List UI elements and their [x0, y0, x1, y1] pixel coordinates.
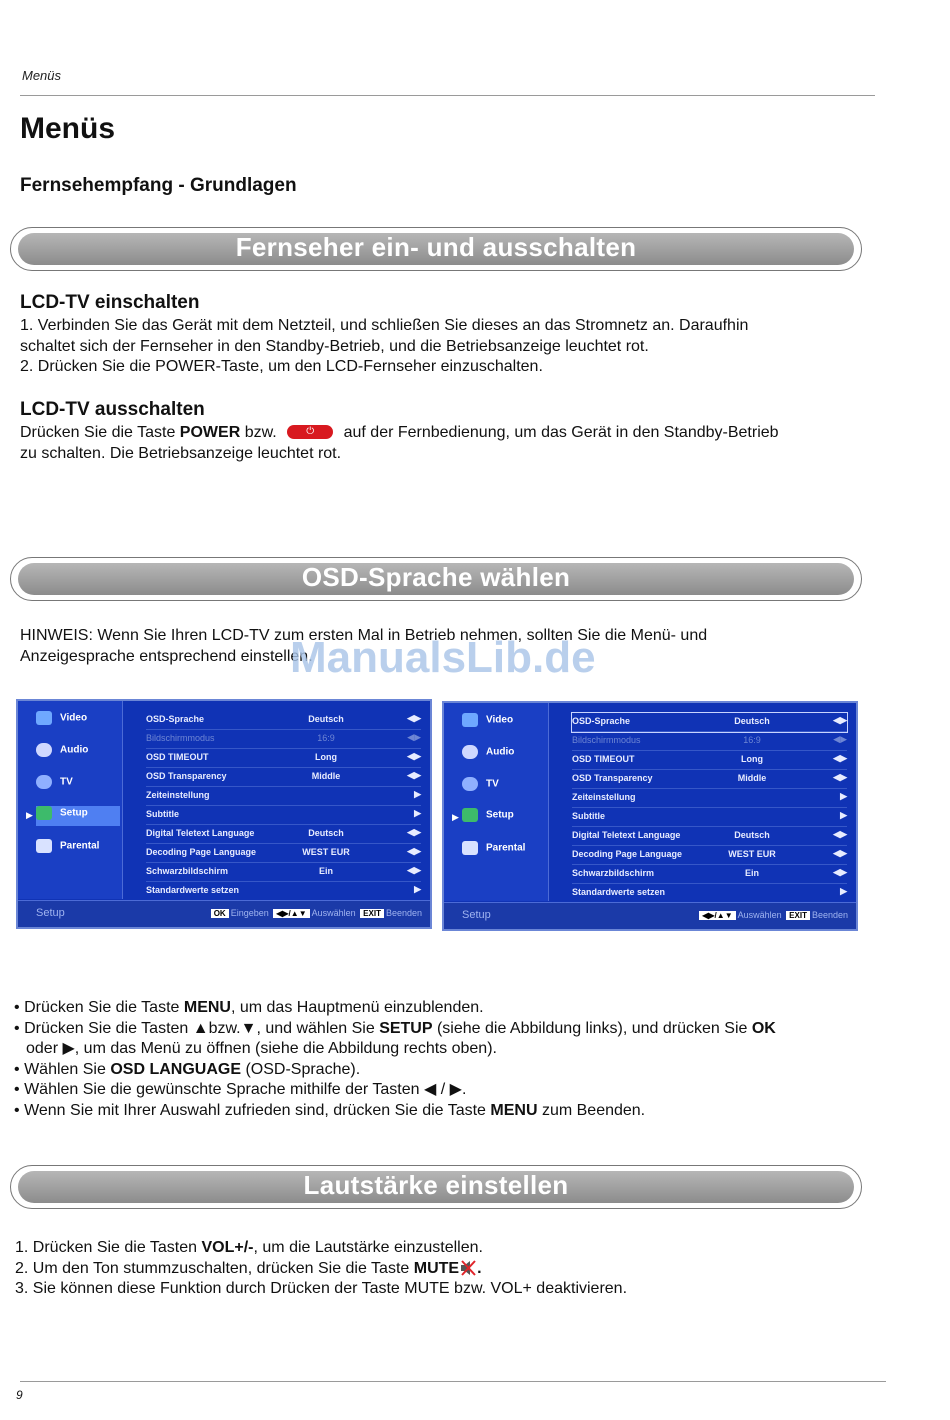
setup-icon	[36, 806, 52, 820]
setting-name: Decoding Page Language	[146, 847, 257, 857]
list-item	[14, 1080, 776, 1101]
heading-tv-off: LCD-TV ausschalten	[20, 399, 205, 420]
text: (OSD-Sprache).	[241, 1060, 361, 1078]
osd-setting-row	[572, 808, 847, 827]
footer-keys	[209, 908, 422, 918]
setting-arrow-icon: ◀▶	[833, 734, 847, 744]
setting-value: Long	[741, 754, 763, 764]
setting-name: Standardwerte setzen	[146, 885, 240, 895]
footer-label: Setup	[462, 909, 491, 921]
setting-arrow-icon: ▶	[840, 886, 847, 896]
osd-setting-row	[572, 732, 847, 751]
setting-name: Digital Teletext Language	[572, 830, 681, 840]
osd-setting-row	[146, 787, 421, 806]
setting-name: Zeiteinstellung	[146, 790, 210, 800]
osd-setting-row	[572, 751, 847, 770]
power-button-icon: ⏻	[287, 425, 333, 439]
key-name: POWER	[179, 424, 241, 441]
heading-tv-on: LCD-TV einschalten	[20, 292, 200, 313]
mute-icon	[459, 1260, 477, 1276]
key-name: MENU	[490, 1101, 538, 1119]
page-number: 9	[16, 1388, 23, 1402]
osd-setting-row	[572, 827, 847, 846]
section-banner-osd	[10, 557, 862, 601]
text: Wenn Sie mit Ihrer Auswahl zufrieden sind, drücken Sie die Taste	[24, 1101, 491, 1119]
osd-screen-left	[16, 699, 432, 929]
osd-setting-row	[146, 730, 421, 749]
setting-value: Middle	[311, 771, 341, 781]
menu-label: Video	[486, 714, 514, 726]
setting-name: OSD-Sprache	[572, 716, 631, 726]
setting-name: Standardwerte setzen	[572, 887, 666, 897]
setting-arrow-icon: ◀▶	[833, 753, 847, 763]
nav-key: ◀▶/▲▼	[273, 909, 309, 918]
setting-arrow-icon: ◀▶	[407, 732, 421, 742]
ok-key: OK	[211, 909, 229, 918]
setting-value: Ein	[318, 866, 333, 876]
osd-screen-right	[442, 701, 858, 931]
setting-value: Deutsch	[308, 714, 344, 724]
page-subtitle: Fernsehempfang - Grundlagen	[20, 175, 297, 196]
setting-value: Deutsch	[734, 830, 770, 840]
setting-value: Deutsch	[308, 828, 344, 838]
setting-value: Long	[315, 752, 337, 762]
menu-label: Setup	[486, 809, 514, 821]
setting-value: Deutsch	[734, 716, 770, 726]
setting-arrow-icon: ◀▶	[407, 713, 421, 723]
setting-arrow-icon: ◀▶	[407, 827, 421, 837]
menu-item-setup	[462, 808, 546, 828]
list-item	[15, 1259, 627, 1280]
exit-key: EXIT	[360, 909, 384, 918]
key-hint: Eingeben	[230, 908, 269, 918]
bullet: •	[14, 1060, 20, 1078]
text-line: zu schalten. Die Betriebsanzeige leuchtet rot.	[20, 444, 342, 462]
bullet: •	[14, 1081, 20, 1099]
list-item	[14, 998, 776, 1019]
setting-name: Bildschirmmodus	[572, 735, 641, 745]
tv-icon	[462, 777, 478, 791]
text: .	[477, 1259, 482, 1277]
text-line: 1. Verbinden Sie das Gerät mit dem Netzteil, und schließen Sie dieses an das Stromnetz an. Daraufhin	[20, 317, 749, 334]
setting-arrow-icon: ▶	[414, 789, 421, 799]
key-hint: Beenden	[811, 910, 848, 920]
text: 1. Drücken Sie die Tasten	[15, 1239, 202, 1256]
key-name: SETUP	[379, 1019, 433, 1037]
text: bzw.	[240, 424, 282, 441]
text: oder ▶, um das Menü zu öffnen (siehe die Abbildung rechts oben).	[26, 1040, 497, 1058]
setting-arrow-icon: ◀▶	[407, 770, 421, 780]
text-line: HINWEIS: Wenn Sie Ihren LCD-TV zum ersten Mal in Betrieb nehmen, sollten Sie die Menü- und	[20, 627, 708, 644]
setting-arrow-icon: ▶	[414, 808, 421, 818]
text: Wählen Sie	[24, 1060, 111, 1078]
text: , um das Hauptmenü einzublenden.	[230, 999, 484, 1016]
setting-name: Subtitle	[146, 809, 179, 819]
menu-item-audio	[36, 743, 120, 763]
parental-icon	[462, 841, 478, 855]
nav-key: ◀▶/▲▼	[699, 911, 735, 920]
setting-arrow-icon: ◀▶	[833, 715, 847, 725]
setting-name: Subtitle	[572, 811, 605, 821]
setting-value: WEST EUR	[728, 849, 776, 859]
header-rule	[20, 95, 875, 96]
setting-name: Zeiteinstellung	[572, 792, 636, 802]
key-name: MENU	[183, 999, 231, 1016]
running-header: Menüs	[22, 68, 62, 83]
section-banner-volume	[10, 1165, 862, 1209]
menu-label: Audio	[486, 746, 515, 758]
tv-icon	[36, 775, 52, 789]
audio-icon	[462, 745, 478, 759]
key-name: OSD LANGUAGE	[110, 1060, 241, 1078]
setting-arrow-icon: ◀▶	[407, 865, 421, 875]
page-title: Menüs	[20, 112, 116, 145]
menu-label: TV	[486, 778, 499, 790]
osd-setting-row	[146, 749, 421, 768]
footer-keys	[697, 910, 848, 920]
parental-icon	[36, 839, 52, 853]
list-item	[14, 1019, 776, 1040]
setting-name: Digital Teletext Language	[146, 828, 255, 838]
osd-setting-row	[572, 789, 847, 808]
bullet: •	[14, 999, 20, 1016]
setting-name: Schwarzbildschirm	[572, 868, 655, 878]
text: (siehe die Abbildung links), und drücken Sie	[432, 1019, 752, 1037]
setup-icon	[462, 808, 478, 822]
text-line: Anzeigesprache entsprechend einstellen.	[20, 647, 313, 665]
osd-setting-row	[572, 884, 847, 903]
setting-value: 16:9	[317, 733, 335, 743]
text: auf der Fernbedienung, um das Gerät in den Standby-Betrieb	[339, 424, 779, 441]
setting-arrow-icon: ◀▶	[407, 846, 421, 856]
list-item	[15, 1238, 627, 1259]
footer-label: Setup	[36, 907, 65, 919]
osd-setting-row	[572, 713, 847, 732]
audio-icon	[36, 743, 52, 757]
list-item	[14, 1060, 776, 1081]
bullet: •	[14, 1101, 20, 1119]
menu-item-video	[36, 711, 120, 731]
setting-arrow-icon: ◀▶	[833, 829, 847, 839]
menu-item-parental	[462, 841, 546, 861]
watermark: ManualsLib.de	[290, 633, 596, 682]
setting-value: WEST EUR	[302, 847, 350, 857]
menu-item-tv	[462, 777, 546, 797]
menu-label: Setup	[60, 807, 88, 819]
menu-label: Video	[60, 712, 88, 724]
video-icon	[36, 711, 52, 725]
setting-name: Schwarzbildschirm	[146, 866, 229, 876]
osd-setting-row	[146, 882, 421, 901]
text: , um die Lautstärke einzustellen.	[253, 1239, 483, 1256]
key-hint: Auswählen	[311, 908, 356, 918]
selection-arrow-icon: ▶	[452, 812, 459, 822]
setting-arrow-icon: ▶	[414, 884, 421, 894]
osd-setting-row	[572, 846, 847, 865]
volume-instructions	[15, 1238, 627, 1300]
text: Drücken Sie die Tasten ▲bzw.▼, und wählen Sie	[24, 1019, 380, 1037]
text-line: 2. Drücken Sie die POWER-Taste, um den LCD-Fernseher einzuschalten.	[20, 358, 543, 375]
text: Wählen Sie die gewünschte Sprache mithilfe der Tasten ◀ / ▶.	[24, 1081, 467, 1099]
menu-label: TV	[60, 776, 73, 788]
menu-item-setup	[36, 806, 120, 826]
instruction-list	[14, 998, 776, 1122]
osd-setting-row	[572, 865, 847, 884]
banner-title: OSD-Sprache wählen	[301, 562, 571, 592]
setting-name: OSD TIMEOUT	[146, 752, 209, 762]
osd-setting-row	[146, 844, 421, 863]
bullet: •	[14, 1019, 20, 1037]
text: zum Beenden.	[537, 1101, 646, 1119]
menu-item-tv	[36, 775, 120, 795]
list-item	[14, 1039, 776, 1060]
osd-setting-row	[146, 806, 421, 825]
paragraph-tv-on	[20, 316, 900, 378]
key-name: MUTE	[413, 1259, 460, 1277]
selection-arrow-icon: ▶	[26, 810, 33, 820]
setting-arrow-icon: ▶	[840, 810, 847, 820]
osd-setting-row	[146, 863, 421, 882]
menu-item-parental	[36, 839, 120, 859]
setting-value: 16:9	[743, 735, 761, 745]
setting-arrow-icon: ◀▶	[833, 772, 847, 782]
setting-name: Bildschirmmodus	[146, 733, 215, 743]
osd-setting-row	[572, 770, 847, 789]
banner-title: Lautstärke einstellen	[303, 1170, 569, 1200]
setting-value: Middle	[737, 773, 767, 783]
menu-label: Audio	[60, 744, 89, 756]
text: 2. Um den Ton stummzuschalten, drücken Sie die Taste	[15, 1259, 414, 1277]
menu-item-audio	[462, 745, 546, 765]
setting-name: OSD-Sprache	[146, 714, 205, 724]
list-item: 3. Sie können diese Funktion durch Drücken der Taste MUTE bzw. VOL+ deaktivieren.	[15, 1280, 628, 1297]
key-name: VOL+/-	[201, 1239, 254, 1256]
osd-setting-row	[146, 825, 421, 844]
key-hint: Beenden	[385, 908, 422, 918]
setting-name: OSD Transparency	[146, 771, 227, 781]
menu-item-video	[462, 713, 546, 733]
setting-name: OSD TIMEOUT	[572, 754, 635, 764]
footer-rule	[20, 1381, 886, 1382]
osd-setting-row	[146, 768, 421, 787]
setting-name: Decoding Page Language	[572, 849, 683, 859]
key-hint: Auswählen	[737, 910, 782, 920]
text: Drücken Sie die Taste	[24, 999, 184, 1016]
list-item	[14, 1101, 776, 1122]
setting-value: Ein	[744, 868, 759, 878]
menu-label: Parental	[60, 840, 100, 852]
setting-arrow-icon: ▶	[840, 791, 847, 801]
paragraph-tv-off	[20, 423, 910, 464]
exit-key: EXIT	[786, 911, 810, 920]
setting-arrow-icon: ◀▶	[407, 751, 421, 761]
text-line: schaltet sich der Fernseher in den Standby-Betrieb, und die Betriebsanzeige leuchtet rot.	[20, 337, 649, 355]
setting-arrow-icon: ◀▶	[833, 848, 847, 858]
osd-setting-row	[146, 711, 421, 730]
setting-name: OSD Transparency	[572, 773, 653, 783]
video-icon	[462, 713, 478, 727]
key-name: OK	[751, 1019, 776, 1037]
section-banner-power	[10, 227, 862, 271]
text: Drücken Sie die Taste	[20, 424, 180, 441]
banner-title: Fernseher ein- und ausschalten	[235, 232, 637, 262]
menu-label: Parental	[486, 842, 526, 854]
setting-arrow-icon: ◀▶	[833, 867, 847, 877]
